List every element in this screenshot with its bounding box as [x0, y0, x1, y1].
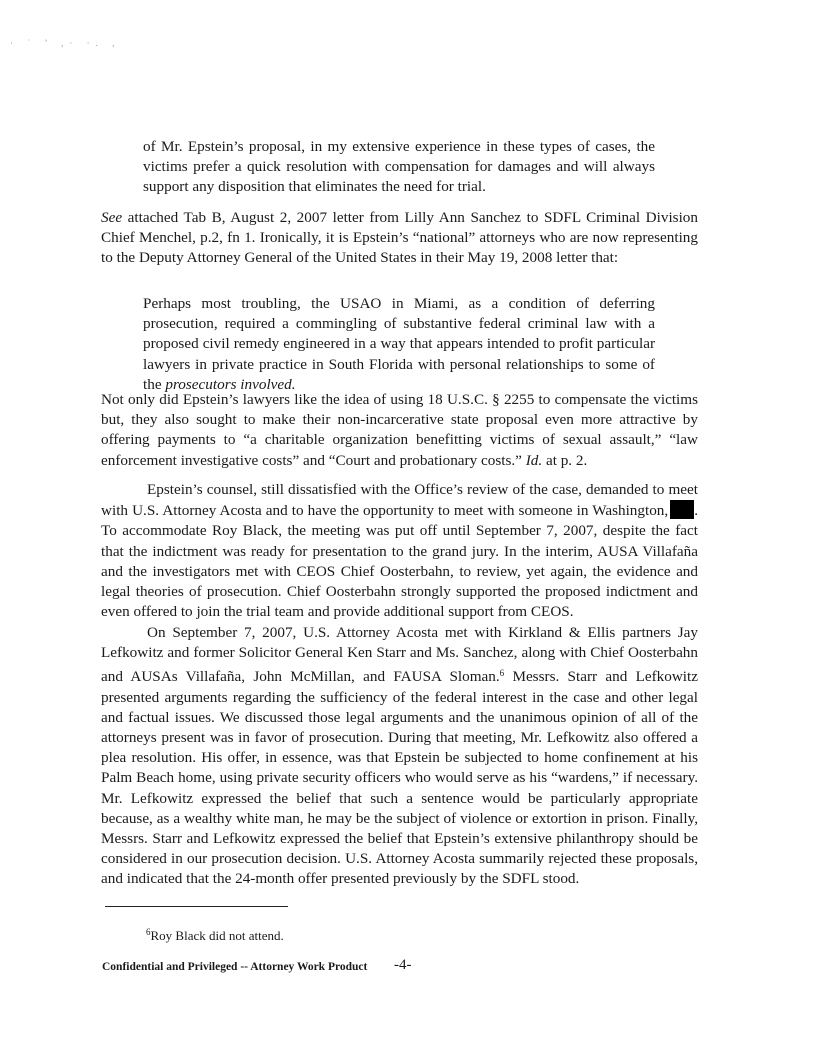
paragraph-text: Epstein’s counsel, still dissatisfied with the Office’s review of the case, demanded to meet with U.S. Attorney Acosta and to have the opportunity to meet with someone in Washington, [101, 481, 698, 520]
redaction-block [670, 500, 694, 519]
footnote-number: 6 [146, 927, 151, 937]
see-signal: See [101, 209, 123, 226]
confidentiality-footer: Confidential and Privileged -- Attorney Work Product [102, 961, 368, 973]
citation-tail: at p. 2. [542, 451, 588, 469]
quote-italic-tail: prosecutors involved. [165, 375, 296, 393]
scan-artifact-specks: · ˙ ’ ,· ·. , [10, 38, 121, 48]
quote-national-attorneys [143, 294, 655, 395]
paragraph-counsel-dissatisfied [101, 480, 698, 622]
id-citation: Id. [525, 451, 543, 469]
paragraph-text: On September 7, 2007, U.S. Attorney Acosta met with Kirkland & Ellis partners Jay Lefkowitz and former Solicitor General Ken Starr and Ms. Sanchez, along with Chief Oosterbahn and AUSAs Villafaña, John McMillan, and FAUSA Sloman. [101, 624, 698, 686]
footnote-reference: 6 [499, 668, 505, 679]
footnote-divider [105, 906, 288, 907]
quote-text: Perhaps most troubling, the USAO in Miami, as a condition of deferring prosecution, required a commingling of substantive federal criminal law with a proposed civil remedy engineered in a way that appears intended to profit particular lawyers in private practice in South Florida with personal relationships to some of the [143, 295, 655, 393]
paragraph-text-continued: . To accommodate Roy Black, the meeting was put off until September 7, 2007, despite the fact that the indictment was ready for presentation to the grand jury. In the interim, AUSA Villafaña and the investigators met with CEOS Chief Oosterbahn, to review, yet again, the evidence and legal theories of prosecution. Chief Oosterbahn strongly supported the proposed indictment and even offered to join the trial team and provide additional support from CEOS. [101, 502, 698, 621]
paragraph-text: attached Tab B, August 2, 2007 letter from Lilly Ann Sanchez to SDFL Criminal Division Chief Menchel, p.2, fn 1. Ironically, it is Epstein’s “national” attorneys who are now representing to the Deputy Attorney General of the United States in their May 19, 2008 letter that: [101, 209, 698, 267]
paragraph-text-continued: Messrs. Starr and Lefkowitz presented arguments regarding the sufficiency of the federal interest in the case and other legal and factual issues. We discussed those legal arguments and the unanimous opinion of all of the attorneys present was in favor of prosecution. During that meeting, Mr. Lefkowitz also offered a plea resolution. His offer, in essence, was that Epstein be subjected to home confinement at his Palm Beach home, using private security officers who would serve as his “wardens,” if necessary. Mr. Lefkowitz expressed the belief that such a sentence would be particularly appropriate because, as a wealthy white man, he may be the subject of violence or extortion in prison. Finally, Messrs. Starr and Lefkowitz expressed the belief that Epstein’s extensive philanthropy should be considered in our prosecution decision. U.S. Attorney Acosta summarily rejected these proposals, and indicated that the 24-month offer presented previously by the SDFL stood. [101, 668, 698, 888]
paragraph-september-meeting [101, 623, 698, 890]
paragraph-text: Not only did Epstein’s lawyers like the idea of using 18 U.S.C. § 2255 to compensate the victims but, they also sought to make their non-incarcerative state proposal even more attractive by offering payments to “a charitable organization benefitting victims of sexual assault,” “law enforcement investigative costs” and “Court and probationary costs.” [101, 391, 698, 469]
paragraph-not-only [101, 390, 698, 471]
page-number: -4- [394, 957, 412, 973]
paragraph-see-tab-b [101, 208, 698, 269]
quote-text: of Mr. Epstein’s proposal, in my extensive experience in these types of cases, the victims prefer a quick resolution with compensation for damages and will always support any disposition that eliminates the need for trial. [143, 138, 655, 196]
footnote-6 [146, 927, 284, 944]
footnote-text: Roy Black did not attend. [150, 928, 284, 943]
quote-victims-preference [143, 137, 655, 198]
